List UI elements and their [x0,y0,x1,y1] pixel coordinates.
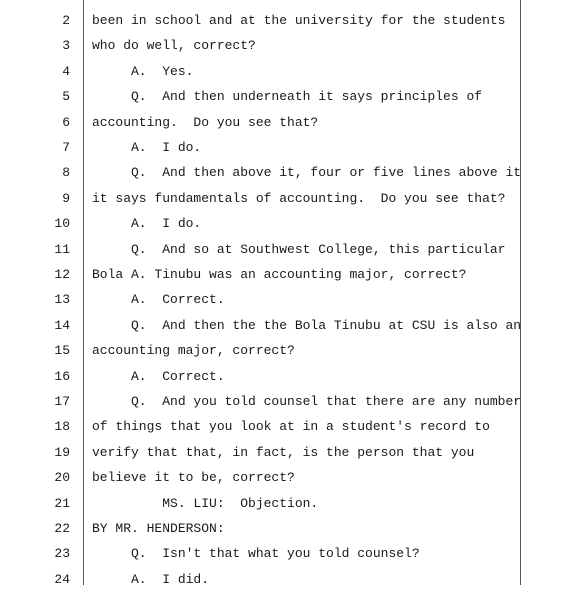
line-text: Q. And then the the Bola Tinubu at CSU is also an [92,317,522,333]
line-number: 14 [54,317,70,333]
line-text: A. I did. [92,571,210,587]
line-number: 10 [54,216,70,232]
transcript-line [0,191,585,216]
transcript-line [0,89,585,114]
line-text: A. Correct. [92,368,225,384]
transcript-line [0,496,585,521]
line-text: believe it to be, correct? [92,470,295,486]
line-text: BY MR. HENDERSON: [92,521,225,536]
line-number: 3 [62,38,70,54]
line-text: Bola A. Tinubu was an accounting major, correct? [92,267,467,282]
transcript-line [0,267,585,292]
line-number: 4 [62,63,70,79]
line-text: Q. And so at Southwest College, this particular [92,241,506,257]
line-number: 8 [62,165,70,181]
line-text: Q. Isn't that what you told counsel? [92,546,420,562]
transcript-line [0,445,585,470]
transcript-line [0,38,585,63]
line-text: accounting. Do you see that? [92,114,319,130]
line-number: 2 [62,13,70,28]
transcript-line [0,292,585,317]
transcript-line [0,165,585,190]
transcript-line [0,394,585,419]
line-text: been in school and at the university for the students [92,13,506,28]
line-text: A. I do. [92,140,202,155]
line-number: 5 [62,89,70,105]
line-text: A. Yes. [92,63,194,79]
line-text: it says fundamentals of accounting. Do you see that? [92,190,506,206]
line-number: 12 [54,267,70,282]
line-text: accounting major, correct? [92,343,295,359]
line-number: 15 [54,343,70,359]
line-number: 13 [54,292,70,308]
transcript-line [0,242,585,267]
line-number: 6 [62,114,70,130]
line-text: of things that you look at in a student's record to [92,419,490,435]
line-text: Q. And then underneath it says principles of [92,89,483,105]
line-number: 16 [54,368,70,384]
line-number: 9 [62,190,70,206]
line-text: Q. And then above it, four or five lines above it [92,165,522,181]
line-number: 7 [62,140,70,155]
transcript-line [0,343,585,368]
line-number: 19 [54,444,70,460]
transcript-line [0,521,585,546]
transcript-line [0,572,585,597]
transcript-line [0,546,585,571]
line-number: 20 [54,470,70,486]
line-number: 18 [54,419,70,435]
transcript-line [0,419,585,444]
line-text: A. Correct. [92,292,225,308]
line-text: A. I do. [92,216,202,232]
line-text: MS. LIU: Objection. [92,495,319,511]
line-number: 24 [54,571,70,587]
line-number: 21 [54,495,70,511]
line-text: who do well, correct? [92,38,256,54]
line-text: verify that that, in fact, is the person that you [92,444,475,460]
transcript-line [0,64,585,89]
line-number: 23 [54,546,70,562]
line-text: Q. And you told counsel that there are any number [92,394,522,409]
line-number: 22 [54,521,70,536]
transcript-line [0,216,585,241]
transcript-line [0,369,585,394]
transcript-line [0,318,585,343]
line-number: 11 [54,241,70,257]
transcript-line [0,115,585,140]
transcript-line [0,470,585,495]
transcript-line [0,140,585,165]
line-number: 17 [54,394,70,409]
transcript-line [0,13,585,38]
